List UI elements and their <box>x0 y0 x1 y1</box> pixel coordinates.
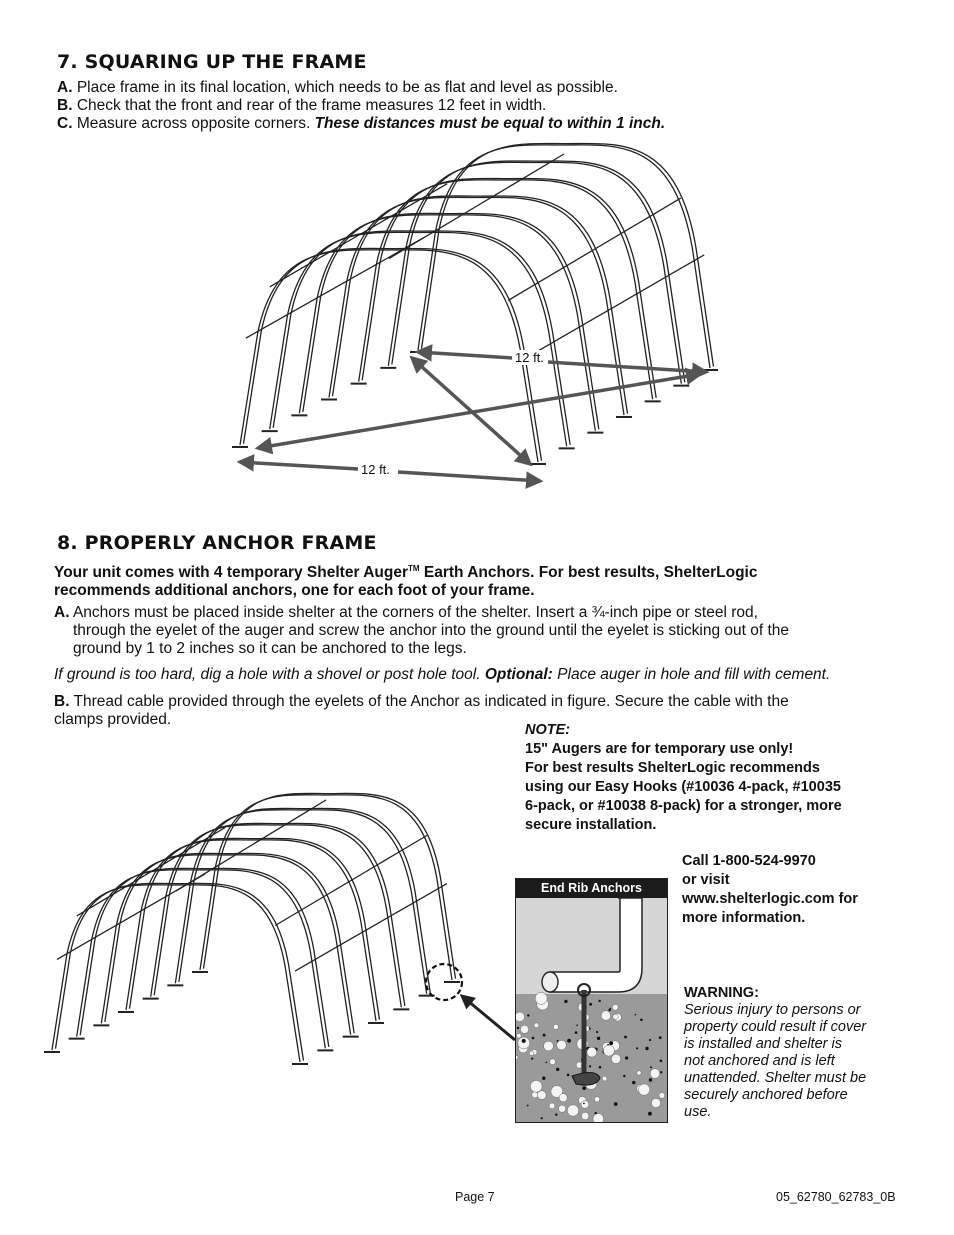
warning-line-2: property could result if cover <box>684 1019 867 1035</box>
auger-anchor-illustration <box>516 898 667 1122</box>
contact-line-1: Call 1-800-524-9970 <box>682 853 816 869</box>
frame-rib <box>56 883 304 1060</box>
frame-rib <box>130 838 380 1019</box>
note-line-5: secure installation. <box>525 817 657 833</box>
step-7a-text: Place frame in its final location, which needs to be as flat and level as possible. <box>76 79 618 96</box>
frame-rib <box>105 853 354 1033</box>
dimension-label-front: 12 ft. <box>361 462 390 477</box>
step-7a-label: A. <box>57 79 73 96</box>
section-7-title: 7. SQUARING UP THE FRAME <box>57 51 367 73</box>
step-7c-text: Measure across opposite corners. <box>76 115 311 132</box>
callout-arrow <box>462 996 515 1040</box>
step-8a-line2: through the eyelet of the auger and screw the anchor into the ground until the eyelet is sticking out of the <box>73 622 790 639</box>
inset-label: End Rib Anchors <box>516 879 667 898</box>
trademark-mark: TM <box>408 564 420 573</box>
note-line-2: For best results ShelterLogic recommends <box>525 760 820 776</box>
page-number: Page 7 <box>455 1190 495 1204</box>
warning-line-3: is installed and shelter is <box>684 1036 842 1052</box>
step-8a-label: A. <box>54 604 70 621</box>
note-title: NOTE: <box>525 722 571 738</box>
dimension-label-rear: 12 ft. <box>515 350 544 365</box>
warning-line-4: not anchored and is left <box>684 1053 835 1069</box>
contact-line-2: or visit <box>682 872 730 888</box>
anchor-intro-part3: recommends additional anchors, one for each foot of your frame. <box>54 582 535 600</box>
note-line-1: 15" Augers are for temporary use only! <box>525 741 794 757</box>
step-7b-label: B. <box>57 97 73 114</box>
tip-part1: If ground is too hard, dig a hole with a shovel or post hole tool. <box>54 666 485 683</box>
tip-optional: Optional: <box>484 666 553 683</box>
frame-rib <box>179 808 430 992</box>
step-8a-line3: ground by 1 to 2 inches so it can be anchored to the legs. <box>73 640 467 657</box>
tip-part2: Place auger in hole and fill with cement. <box>552 666 831 683</box>
warning-line-7: use. <box>684 1104 712 1120</box>
warning-line-1: Serious injury to persons or <box>684 1002 861 1018</box>
step-7b-text: Check that the front and rear of the frame measures 12 feet in width. <box>76 97 547 114</box>
contact-line-3: www.shelterlogic.com for <box>682 891 858 907</box>
step-8b-label: B. <box>54 693 70 710</box>
anchor-intro-part1: Your unit comes with 4 temporary Shelter Auger <box>54 564 408 582</box>
note-line-3: using our Easy Hooks (#10036 4-pack, #10035 <box>525 779 841 795</box>
warning-title: WARNING: <box>684 985 759 1001</box>
frame-purlin <box>77 828 225 916</box>
anchor-intro-part2: Earth Anchors. For best results, ShelterLogic <box>419 564 758 582</box>
step-7c-label: C. <box>57 115 73 132</box>
note-line-4: 6-pack, or #10038 8-pack) for a stronger, more <box>525 798 842 814</box>
step-7c-emphasis: These distances must be equal to within 1 inch. <box>314 115 666 132</box>
section-8-title: 8. PROPERLY ANCHOR FRAME <box>57 532 377 554</box>
end-rib-anchor-inset <box>515 878 668 1123</box>
frame-rib <box>154 823 405 1006</box>
step-8a-line1: Anchors must be placed inside shelter at the corners of the shelter. Insert a ¾-inch pipe or steel rod, <box>72 604 758 621</box>
frame-purlin <box>275 836 427 926</box>
document-code: 05_62780_62783_0B <box>776 1190 896 1204</box>
frame-purlin <box>176 800 326 891</box>
contact-line-4: more information. <box>682 910 806 926</box>
frame-purlin <box>295 884 447 971</box>
warning-line-6: securely anchored before <box>684 1087 848 1103</box>
warning-line-5: unattended. Shelter must be <box>684 1070 867 1086</box>
step-8b-line2: clamps provided. <box>54 711 172 728</box>
step-8b-line1: Thread cable provided through the eyelets of the Anchor as indicated in figure. Secure the cable with the <box>73 693 789 710</box>
